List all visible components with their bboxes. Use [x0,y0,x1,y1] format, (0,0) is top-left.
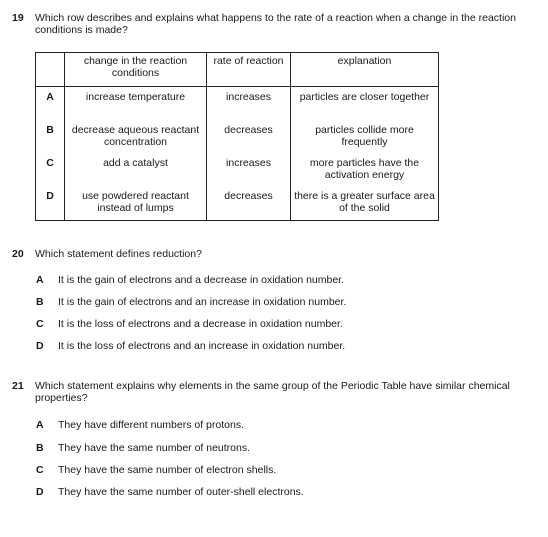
option-text: It is the gain of electrons and a decrease in oxidation number. [58,274,345,286]
option-letter: B [36,296,44,308]
answer-option-d[interactable] [0,486,548,500]
answer-option-b[interactable] [0,296,548,310]
header-change: change in the reaction conditions [65,53,207,87]
row-change: add a catalyst [65,153,207,186]
row-change: increase temperature [65,87,207,121]
question-number: 19 [12,12,24,24]
row-rate: increases [207,153,291,186]
answer-option-a[interactable] [0,419,548,433]
row-letter: B [36,120,65,153]
option-text: It is the loss of electrons and an increase in oxidation number. [58,340,346,352]
question-number: 20 [12,248,24,260]
option-text: They have the same number of outer-shell electrons. [58,486,304,498]
option-letter: A [36,274,44,286]
answer-option-c[interactable] [0,318,548,332]
row-rate: decreases [207,120,291,153]
reaction-table [35,52,439,221]
row-change: use powdered reactant instead of lumps [65,186,207,221]
question-text: Which row describes and explains what happens to the rate of a reaction when a change in the reaction conditions is made? [35,12,516,36]
option-text: It is the loss of electrons and a decrease in oxidation number. [58,318,343,330]
answer-option-c[interactable] [0,464,548,478]
option-letter: C [36,464,44,476]
header-explanation: explanation [291,53,439,87]
option-text: They have different numbers of protons. [58,419,244,431]
header-rate: rate of reaction [207,53,291,87]
answer-option-b[interactable] [0,442,548,456]
question-text: Which statement explains why elements in the same group of the Periodic Table have similar chemical properties? [35,380,510,404]
row-rate: increases [207,87,291,121]
option-text: It is the gain of electrons and an increase in oxidation number. [58,296,347,308]
table-row[interactable] [36,153,439,186]
header-blank [36,53,65,87]
table-row[interactable] [36,186,439,221]
answer-option-d[interactable] [0,340,548,354]
question-text: Which statement defines reduction? [35,248,202,260]
answer-option-a[interactable] [0,274,548,288]
row-letter: A [36,87,65,121]
table-row[interactable] [36,87,439,121]
table-row[interactable] [36,120,439,153]
option-letter: D [36,340,44,352]
row-letter: D [36,186,65,221]
question-number: 21 [12,380,24,392]
option-letter: C [36,318,44,330]
row-change: decrease aqueous reactant concentration [65,120,207,153]
row-letter: C [36,153,65,186]
row-rate: decreases [207,186,291,221]
option-letter: A [36,419,44,431]
row-explanation: more particles have the activation energy [291,153,439,186]
option-letter: B [36,442,44,454]
row-explanation: there is a greater surface area of the solid [291,186,439,221]
option-text: They have the same number of neutrons. [58,442,251,454]
option-letter: D [36,486,44,498]
row-explanation: particles are closer together [291,87,439,121]
option-text: They have the same number of electron shells. [58,464,277,476]
row-explanation: particles collide more frequently [291,120,439,153]
table-header-row [36,53,439,87]
